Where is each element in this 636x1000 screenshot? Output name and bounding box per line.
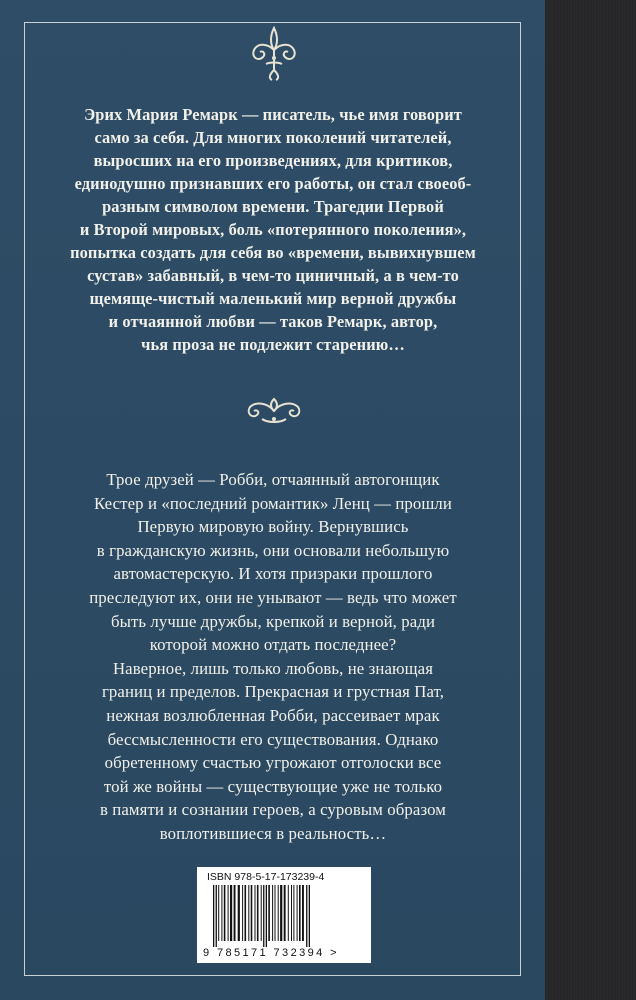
author-blurb-line: попытка создать для себя во «времени, вывихнувшем xyxy=(70,243,476,262)
author-blurb-line: и Второй мировых, боль «потерянного поколения», xyxy=(79,220,467,239)
book-blurb-line: той же войны — существующие уже не только xyxy=(103,776,443,796)
book-blurb-line: обретенному счастью угрожают отголоски все xyxy=(104,753,442,773)
book-blurb-line: в гражданскую жизнь, они основали небольшую xyxy=(96,540,450,560)
book-blurb-line: границ и пределов. Прекрасная и грустная Пат, xyxy=(101,682,445,702)
book-blurb-line: бессмысленности его существования. Однако xyxy=(107,729,439,749)
book-blurb-line: Наверное, лишь только любовь, не знающая xyxy=(112,658,434,678)
isbn-label: ISBN 978-5-17-173239-4 xyxy=(207,871,325,883)
author-blurb-line: и отчаянной любви — таков Ремарк, автор, xyxy=(108,312,438,331)
floral-ornament-icon xyxy=(248,24,300,82)
book-blurb-line: которой можно отдать последнее? xyxy=(149,635,397,655)
book-blurb-line: автомастерскую. И хотя призраки прошлого xyxy=(113,564,433,584)
author-blurb-line: щемяще-чистый маленький мир верной дружбы xyxy=(89,289,457,308)
book-blurb-line: Кестер и «последний романтик» Ленц — прошли xyxy=(94,493,452,513)
barcode-icon xyxy=(207,885,361,947)
author-blurb-line: чья проза не подлежит старению… xyxy=(141,335,405,354)
book-blurb xyxy=(46,468,500,846)
book-blurb-line: в памяти и сознании героев, а суровым образом xyxy=(99,800,446,820)
book-blurb-line: преследуют их, они не унывают — ведь что может xyxy=(89,587,457,607)
author-blurb-line: единодушно признавших его работы, он стал своеоб- xyxy=(74,174,472,193)
author-blurb-line: выросших на его произведениях, для критиков, xyxy=(93,151,453,170)
author-blurb-line: само за себя. Для многих поколений читателей, xyxy=(94,128,452,147)
author-blurb-line: разным символом времени. Трагедии Первой xyxy=(102,197,444,216)
floral-ornament-icon xyxy=(242,393,306,429)
author-blurb xyxy=(46,103,500,356)
book-blurb-line: нежная возлюбленная Робби, рассеивает мрак xyxy=(106,705,440,725)
book-blurb-line: Первую мировую войну. Вернувшись xyxy=(137,517,409,537)
book-blurb-line: Трое друзей — Робби, отчаянный автогонщик xyxy=(106,470,440,489)
barcode-panel xyxy=(197,867,371,963)
book-blurb-line: быть лучше дружбы, крепкой и верной, ради xyxy=(110,611,436,631)
author-blurb-line: Эрих Мария Ремарк — писатель, чье имя говорит xyxy=(84,105,462,124)
author-blurb-line: сустав» забавный, в чем-то циничный, а в чем-то xyxy=(87,266,459,285)
barcode-digits: 9 785171 732394 > xyxy=(203,947,339,959)
book-blurb-line: воплотившиеся в реальность… xyxy=(159,823,387,843)
book-spine xyxy=(545,0,636,1000)
